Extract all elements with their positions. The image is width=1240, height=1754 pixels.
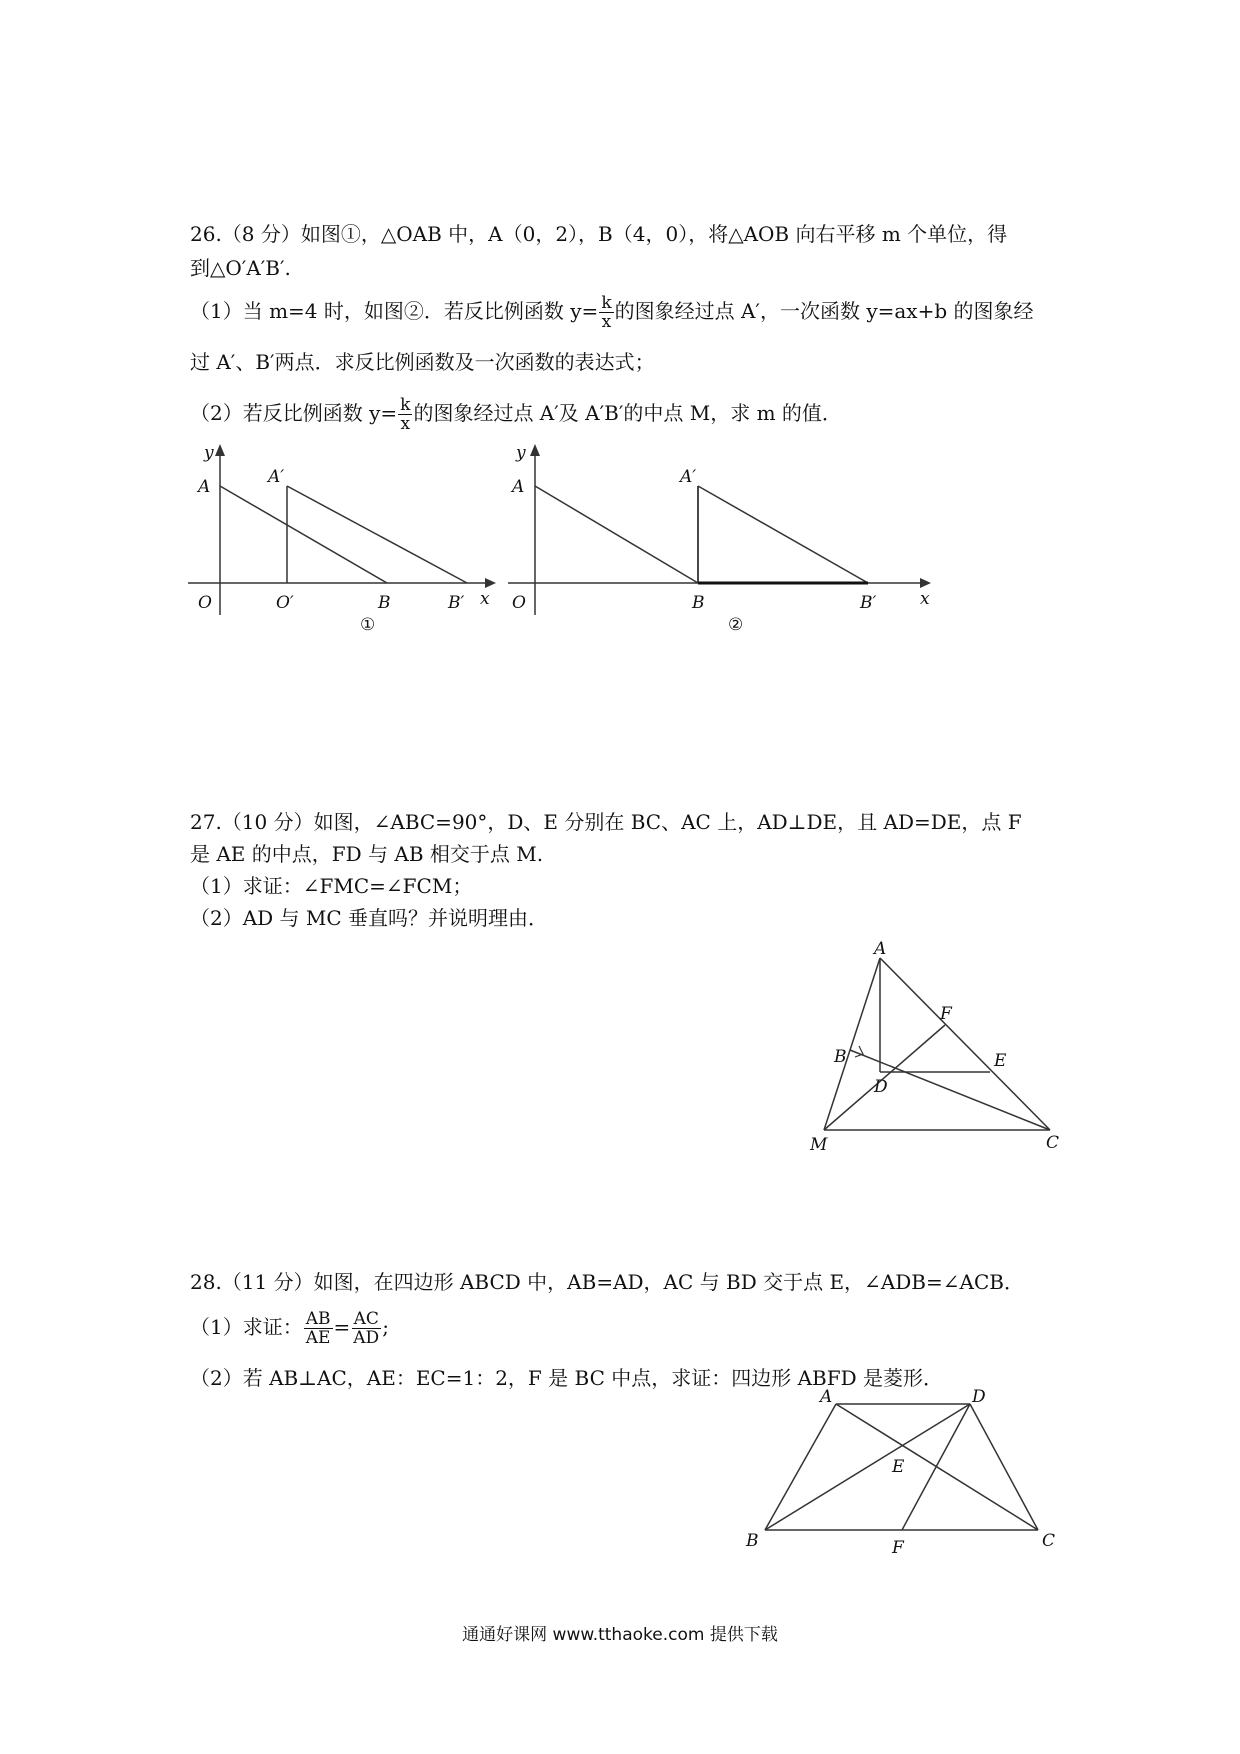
q27-line2: 是 AE 的中点，FD 与 AB 相交于点 M. [190, 842, 544, 866]
label-y: y [516, 443, 526, 463]
frac-numerator: AB [305, 1309, 331, 1329]
label-Op: O′ [276, 593, 294, 613]
q28-figure [740, 1387, 1070, 1560]
x-axis-arrow [485, 578, 496, 588]
label-O: O [198, 593, 212, 613]
q28-fraction-2 [351, 1310, 381, 1347]
q26-part2-text-a: （2）若反比例函数 y= [190, 401, 398, 425]
label-F: F [892, 1538, 904, 1558]
q28-part1 [190, 1310, 1060, 1347]
label-A: A [820, 1387, 833, 1407]
frac-denominator: AD [353, 1328, 380, 1348]
q26-part2 [190, 396, 1060, 433]
label-E: E [892, 1457, 905, 1477]
q28-line1: 28.（11 分）如图，在四边形 ABCD 中，AB=AD，AC 与 BD 交于点 E，∠ADB=∠ACB． [190, 1270, 1024, 1294]
segment-AB [535, 486, 698, 583]
label-C: C [1046, 1133, 1060, 1153]
label-O: O [512, 593, 526, 613]
page-footer: 通通好课网 www.tthaoke.com 提供下载 [462, 1625, 778, 1645]
label-A: A [512, 477, 525, 497]
label-F: F [940, 1004, 952, 1024]
y-axis-arrow [215, 444, 225, 456]
label-E: E [994, 1051, 1007, 1071]
segment-AB [220, 486, 387, 583]
label-A: A [198, 477, 211, 497]
q28-part1-text: （1）求证： [190, 1315, 303, 1339]
q26-part1-line2: 过 A′、B′两点．求反比例函数及一次函数的表达式； [190, 350, 655, 374]
q26-part1-text-a: （1）当 m=4 时，如图②．若反比例函数 y= [190, 299, 599, 323]
label-Bp: B′ [448, 593, 465, 613]
frac-numerator: k [601, 293, 612, 313]
label-A: A [874, 939, 887, 959]
label-x: x [480, 589, 490, 609]
label-Ap: A′ [268, 467, 285, 487]
q28-equals: = [333, 1315, 351, 1339]
label-C: C [1042, 1531, 1056, 1551]
q28-part2: （2）若 AB⊥AC，AE：EC=1：2，F 是 BC 中点，求证：四边形 ABFD 是菱形． [190, 1366, 944, 1390]
q26-part2-text-b: 的图象经过点 A′及 A′B′的中点 M，求 m 的值． [413, 401, 842, 425]
label-D: D [874, 1077, 888, 1097]
frac-denominator: x [601, 312, 612, 332]
segment-DC [970, 1404, 1038, 1530]
q28-fraction-1 [304, 1310, 333, 1347]
label-Ap: A′ [680, 467, 697, 487]
label-B: B [834, 1047, 847, 1067]
label-B: B [692, 593, 705, 613]
q26-part1-text-b: 的图象经过点 A′，一次函数 y=ax+b 的图象经 [614, 299, 1034, 323]
segment-AC [880, 958, 1050, 1130]
label-Bp: B′ [860, 593, 877, 613]
segment-ApBp [287, 486, 467, 583]
q27-part1: （1）求证：∠FMC=∠FCM； [190, 874, 473, 898]
frac-numerator: k [400, 395, 411, 415]
frac-denominator: x [400, 414, 411, 434]
q27-figure [810, 940, 1070, 1160]
segment-ApBp [698, 486, 868, 583]
q27-line1: 27.（10 分）如图，∠ABC=90°，D、E 分别在 BC、AC 上，AD⊥DE，且 AD=DE，点 F [190, 810, 1022, 834]
q26-figure-2 [500, 440, 950, 640]
segment-AM [824, 958, 880, 1130]
y-axis-arrow [530, 444, 540, 456]
figure-caption: ① [360, 615, 376, 635]
q26-line1: 26.（8 分）如图①，△OAB 中，A（0，2），B（4，0），将△AOB 向右平移 m 个单位，得 [190, 222, 1008, 246]
q26-part1 [190, 294, 1060, 331]
q28-part1-end: ; [382, 1315, 389, 1339]
label-B: B [378, 593, 391, 613]
q26-figure-1 [180, 440, 510, 640]
segment-DF [902, 1404, 970, 1530]
label-B: B [746, 1531, 759, 1551]
q26-part2-fraction [398, 396, 412, 433]
label-M: M [810, 1135, 828, 1155]
frac-denominator: AE [305, 1328, 331, 1348]
figure-caption: ② [728, 615, 744, 635]
q27-part2: （2）AD 与 MC 垂直吗？并说明理由． [190, 906, 549, 930]
q26-line2: 到△O′A′B′. [190, 256, 291, 280]
segment-AB [765, 1404, 836, 1530]
label-y: y [204, 443, 214, 463]
label-D: D [972, 1387, 986, 1407]
q26-part1-fraction [599, 294, 613, 331]
frac-numerator: AC [353, 1309, 379, 1329]
x-axis-arrow [920, 578, 931, 588]
label-x: x [920, 589, 930, 609]
